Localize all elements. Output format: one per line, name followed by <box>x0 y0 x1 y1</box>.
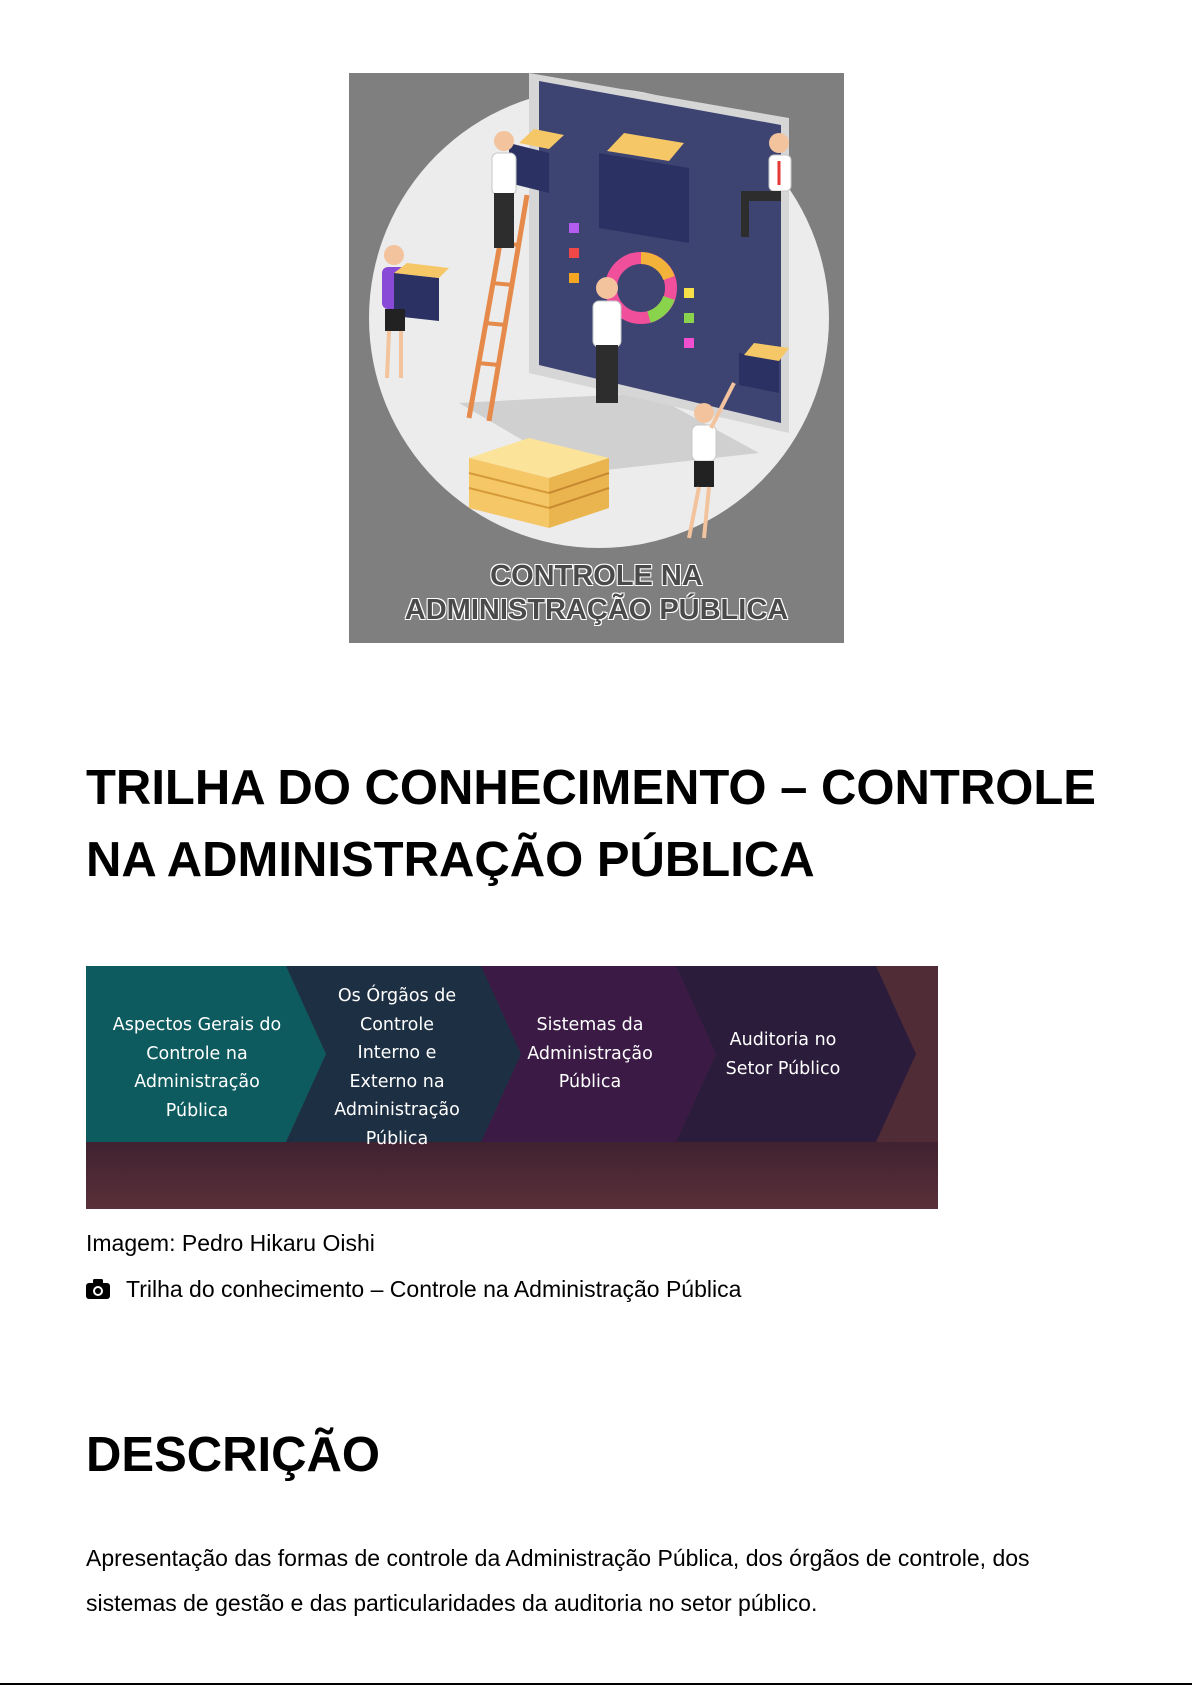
cover-image <box>349 73 844 643</box>
cover-caption-line-1: CONTROLE NA <box>490 560 703 592</box>
trail-step-4-label: Auditoria no Setor Público <box>725 1030 841 1079</box>
section-title-description: DESCRIÇÃO <box>86 1428 381 1482</box>
cover-caption <box>349 559 844 627</box>
trail-banner <box>86 966 938 1209</box>
image-credit: Imagem: Pedro Hikaru Oishi <box>86 1230 375 1256</box>
trail-step-2-label: Os Órgãos de Controle Interno e Externo na Administração Pública <box>334 986 460 1149</box>
image-caption-text: Trilha do conhecimento – Controle na Administração Pública <box>126 1276 742 1302</box>
trail-step-1-label: Aspectos Gerais do Controle na Administração Pública <box>112 1015 282 1121</box>
page-title: TRILHA DO CONHECIMENTO – CONTROLE NA ADMINISTRAÇÃO PÚBLICA <box>86 761 1096 887</box>
trail-step-3-label: Sistemas da Administração Pública <box>527 1015 653 1092</box>
image-caption <box>86 1274 741 1304</box>
office-illustration <box>349 73 844 643</box>
camera-icon <box>86 1279 110 1299</box>
description-text: Apresentação das formas de controle da Administração Pública, dos órgãos de controle, dos sistemas de gestão e das particularidades da auditoria no setor público. <box>86 1545 1030 1616</box>
cover-caption-line-2: ADMINISTRAÇÃO PÚBLICA <box>404 594 789 626</box>
